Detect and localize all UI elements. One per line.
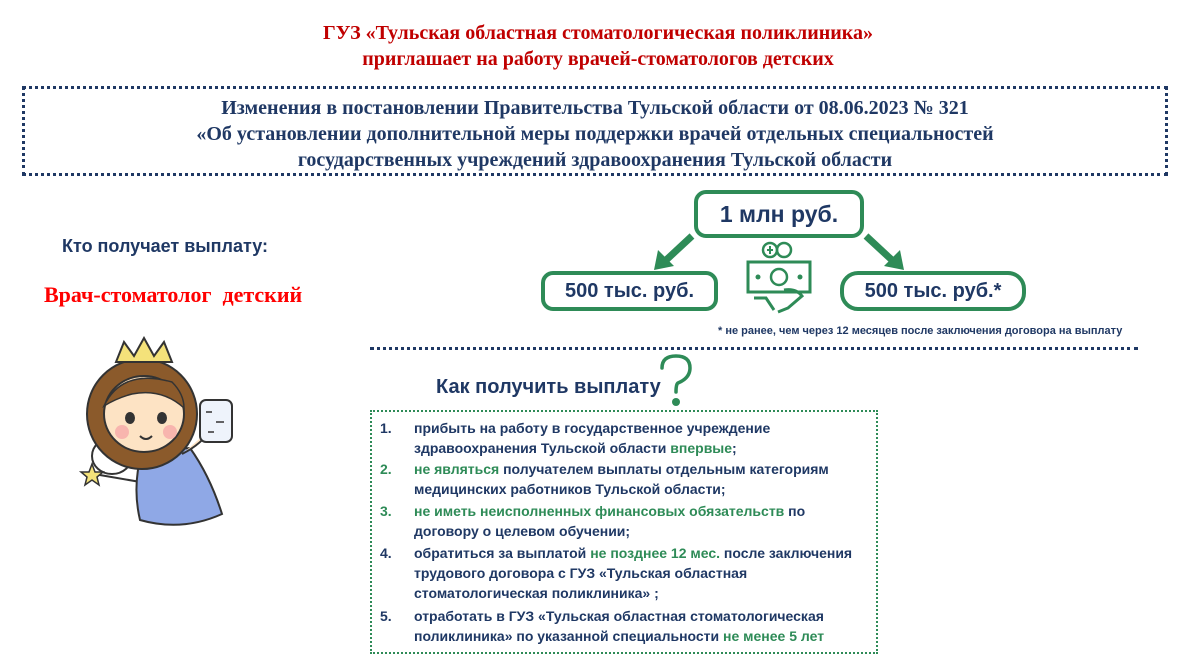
list-item-number: 3. bbox=[380, 503, 392, 519]
section-divider bbox=[370, 347, 1138, 350]
list-item: 5. отработать в ГУЗ «Тульская областная стоматологическая поликлиника» по указанной специальности не менее 5 лет bbox=[380, 608, 825, 644]
decree-box bbox=[22, 86, 1168, 176]
question-mark-icon bbox=[656, 352, 696, 410]
eye-icon bbox=[157, 412, 167, 424]
arrow-down-left-icon bbox=[652, 232, 698, 272]
header-line-2: приглашает на работу врачей-стоматологов детских bbox=[362, 48, 834, 70]
decree-line-2: «Об установлении дополнительной меры поддержки врачей отдельных специальностей bbox=[196, 123, 994, 145]
list-item: 4. обратиться за выплатой не позднее 12 мес. после заключения трудового договора с ГУЗ «Тульская областная стоматологическая поликлиника» ; bbox=[380, 545, 853, 601]
how-to-get-title: Как получить выплату bbox=[436, 376, 661, 398]
list-item-number: 5. bbox=[380, 608, 392, 624]
crown-icon bbox=[116, 338, 172, 362]
eye-icon bbox=[125, 412, 135, 424]
decree-line-1: Изменения в постановлении Правительства Тульской области от 08.06.2023 № 321 bbox=[221, 97, 969, 119]
list-item-number: 4. bbox=[380, 545, 392, 561]
arrow-down-right-icon bbox=[860, 232, 906, 272]
recipient-value: Врач-стоматолог детский bbox=[44, 282, 303, 307]
decree-line-3: государственных учреждений здравоохранения Тульской области bbox=[297, 149, 893, 171]
first-payment-pill: 500 тыс. руб. bbox=[541, 271, 718, 311]
list-item-number: 2. bbox=[380, 461, 392, 477]
tooth-jar-icon bbox=[200, 400, 232, 442]
second-payment-pill: 500 тыс. руб.* bbox=[840, 271, 1026, 311]
recipient-label: Кто получает выплату: bbox=[62, 236, 269, 256]
header-line-1: ГУЗ «Тульская областная стоматологическая поликлиника» bbox=[322, 22, 874, 44]
page-header bbox=[0, 20, 1196, 72]
list-item: 2. не являться получателем выплаты отдельным категориям медицинских работников Тульской области; bbox=[380, 461, 829, 497]
list-item-number: 1. bbox=[380, 420, 392, 436]
conditions-list bbox=[370, 410, 878, 654]
money-hand-icon bbox=[744, 240, 816, 316]
list-item: 3. не иметь неисполненных финансовых обязательств по договору о целевом обучении; bbox=[380, 503, 806, 539]
tooth-fairy-illustration bbox=[72, 336, 262, 526]
list-item: 1. прибыть на работу в государственное учреждение здравоохранения Тульской области впервые; bbox=[380, 420, 771, 456]
payment-footnote: * не ранее, чем через 12 месяцев после заключения договора на выплату bbox=[718, 325, 1123, 337]
total-amount-pill: 1 млн руб. bbox=[694, 190, 864, 238]
